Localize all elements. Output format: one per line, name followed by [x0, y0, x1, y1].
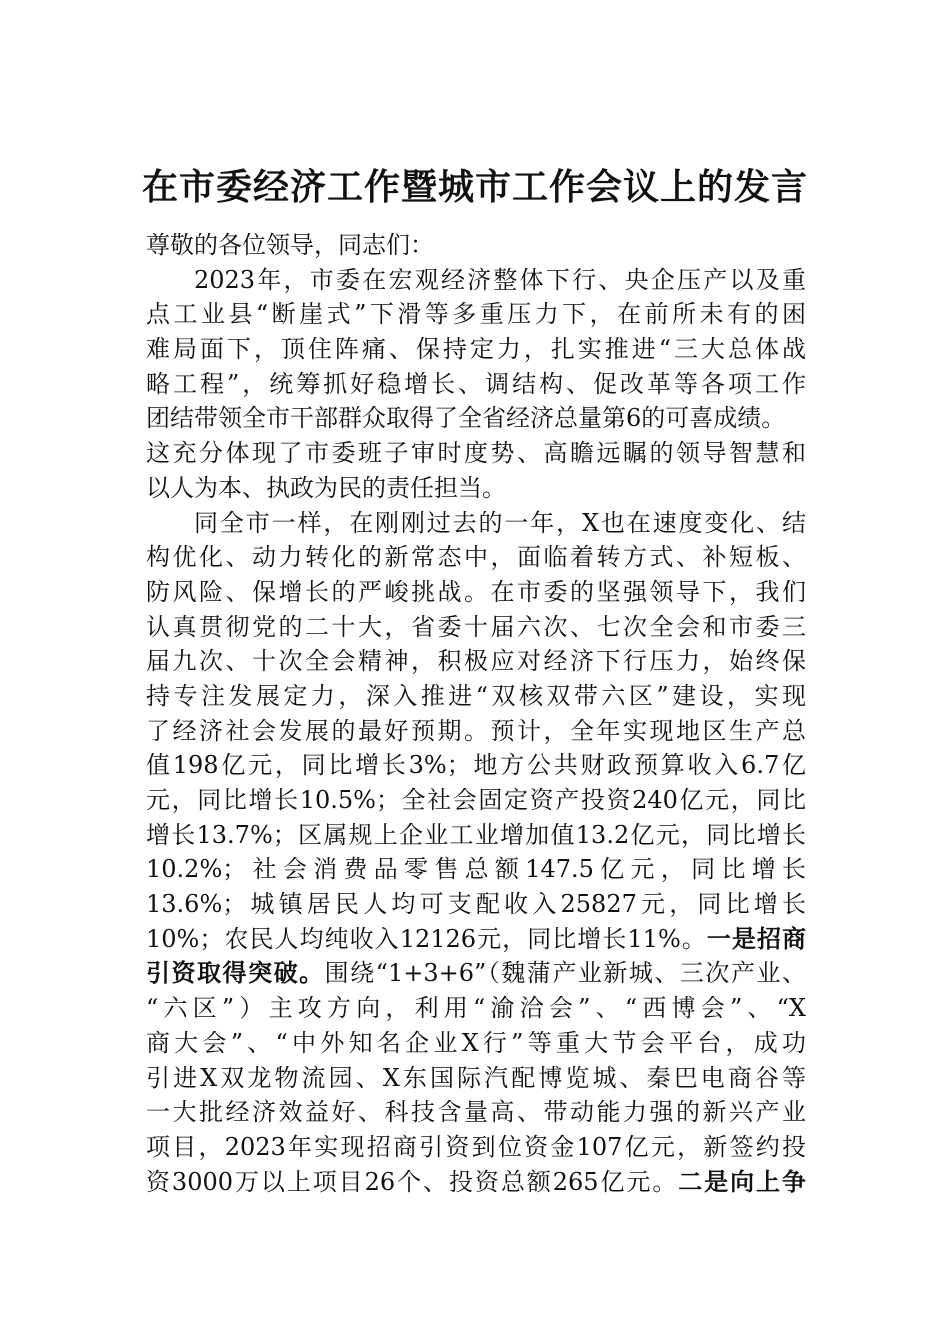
paragraph-1-line: 略工程”，统筹抓好稳增长、调结构、促改革等各项工作: [146, 369, 806, 398]
paragraph-2-line: 项目，2023年实现招商引资到位资金107亿元，新签约投: [146, 1132, 806, 1161]
paragraph-2-line: 届九次、十次全会精神，积极应对经济下行压力，始终保: [146, 647, 806, 676]
paragraph-1-line: 以人为本、执政为民的责任担当。: [146, 473, 506, 502]
plain-text: 围绕“1+3+6”（魏蒲产业新城、三次产业、: [324, 959, 806, 988]
paragraph-2-mixed-line: [146, 922, 806, 957]
paragraph-2-line: 10.2%；社会消费品零售总额147.5亿元，同比增长: [146, 855, 806, 884]
paragraph-2-line: “六区”）主攻方向，利用“渝洽会”、“西博会”、“X: [146, 994, 806, 1023]
paragraph-2-line: 持专注发展定力，深入推进“双核双带六区”建设，实现: [146, 681, 806, 710]
paragraph-2-line: 了经济社会发展的最好预期。预计，全年实现地区生产总: [146, 716, 806, 745]
paragraph-2-line: 值198亿元，同比增长3%；地方公共财政预算收入6.7亿: [146, 751, 806, 780]
paragraph-2-line: 防风险、保增长的严峻挑战。在市委的坚强领导下，我们: [146, 577, 806, 606]
paragraph-1-line: 团结带领全市干部群众取得了全省经济总量第6的可喜成绩。: [146, 404, 786, 433]
bold-heading: 一是招商: [706, 923, 807, 953]
salutation: 尊敬的各位领导，同志们：: [146, 231, 434, 259]
paragraph-2-line: 认真贯彻党的二十大，省委十届六次、七次全会和市委三: [146, 612, 806, 641]
paragraph-1-line: 2023年，市委在宏观经济整体下行、央企压产以及重: [194, 265, 806, 294]
bold-heading: 二是向上争: [678, 1166, 806, 1196]
paragraph-2-line: 同全市一样，在刚刚过去的一年，X也在速度变化、结: [194, 508, 806, 537]
paragraph-2-line: 13.6%；城镇居民人均可支配收入25827元，同比增长: [146, 890, 806, 919]
paragraph-2-line: 商大会”、“中外知名企业X行”等重大节会平台，成功: [146, 1028, 806, 1057]
bold-heading: 引资取得突破。: [146, 958, 325, 988]
paragraph-1-line: 点工业县“断崖式”下滑等多重压力下，在前所未有的困: [146, 300, 806, 329]
page-title: 在市委经济工作暨城市工作会议上的发言: [141, 166, 808, 208]
paragraph-2-line: 元，同比增长10.5%；全社会固定资产投资240亿元，同比: [146, 786, 806, 814]
paragraph-2-mixed-line: [146, 956, 806, 991]
paragraph-1-line: 难局面下，顶住阵痛、保持定力，扎实推进“三大总体战: [146, 335, 806, 364]
paragraph-2-line: 一大批经济效益好、科技含量高、带动能力强的新兴产业: [146, 1098, 806, 1127]
document-body: [146, 228, 806, 1199]
plain-text: 10%；农民人均纯收入12126元，同比增长11%。: [146, 924, 707, 953]
paragraph-1-line: 这充分体现了市委班子审时度势、高瞻远瞩的领导智慧和: [146, 439, 806, 468]
plain-text: 资3000万以上项目26个、投资总额265亿元。: [146, 1167, 679, 1196]
paragraph-2-line: 引进X双龙物流园、X东国际汽配博览城、秦巴电商谷等: [146, 1063, 806, 1092]
paragraph-2-line: 构优化、动力转化的新常态中，面临着转方式、补短板、: [146, 543, 806, 572]
paragraph-2-mixed-line: [146, 1165, 806, 1200]
paragraph-2-line: 增长13.7%；区属规上企业工业增加值13.2亿元，同比增长: [146, 820, 806, 849]
